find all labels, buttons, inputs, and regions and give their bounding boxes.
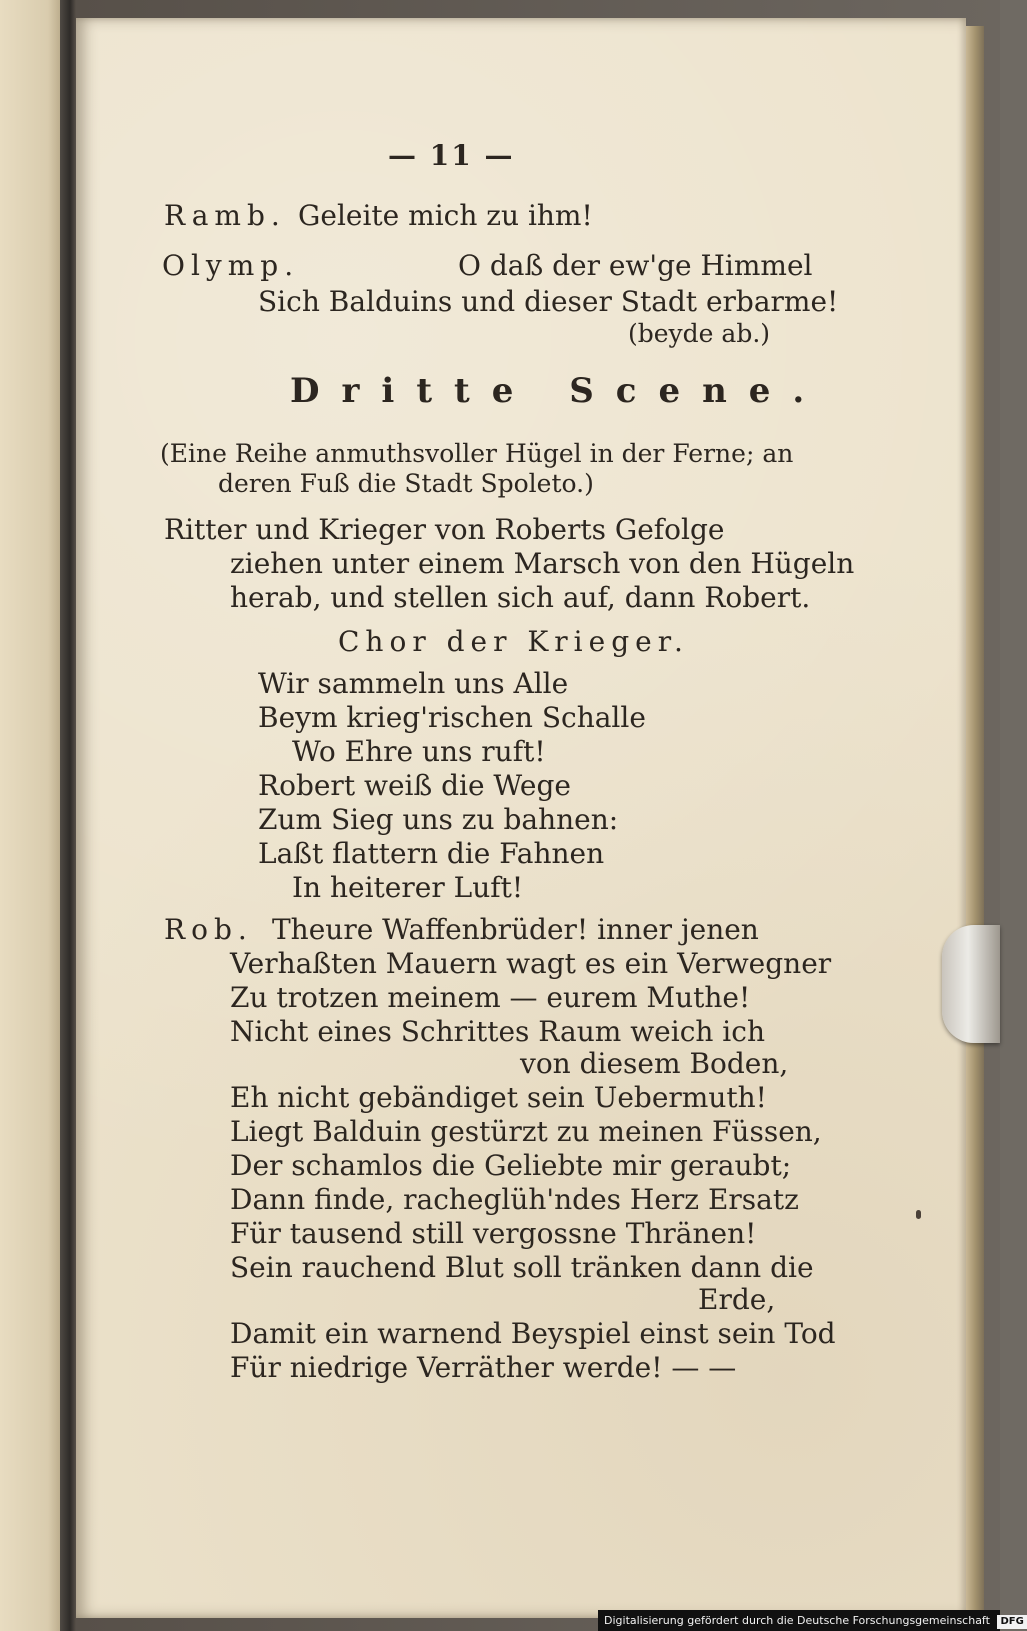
speech-line: Liegt Balduin gestürzt zu meinen Füssen, xyxy=(230,1115,822,1148)
ink-speck xyxy=(916,1210,921,1219)
chorus-line: Laßt flattern die Fahnen xyxy=(258,837,605,870)
dfg-logo: DFG xyxy=(997,1615,1026,1629)
chorus-line: In heiterer Luft! xyxy=(292,871,524,904)
speech-line: Zu trotzen meinem — eurem Muthe! xyxy=(230,981,751,1014)
speech-line: Für tausend still vergossne Thränen! xyxy=(230,1217,757,1250)
speech-line: Eh nicht gebändiget sein Uebermuth! xyxy=(230,1081,767,1114)
page-number-header: — 11 — xyxy=(388,139,515,172)
speech-line: Theure Waffenbrüder! inner jenen xyxy=(272,913,759,946)
speech-line: Dann finde, racheglüh'ndes Herz Ersatz xyxy=(230,1183,799,1216)
scene-title: Dritte Scene. xyxy=(290,371,827,411)
speech-line: Nicht eines Schrittes Raum weich ich xyxy=(230,1015,765,1048)
speech-line: Für niedrige Verräther werde! — — xyxy=(230,1351,737,1384)
chorus-line: Wo Ehre uns ruft! xyxy=(292,735,546,768)
speech-line: von diesem Boden, xyxy=(520,1047,789,1080)
line-ramb: Geleite mich zu ihm! xyxy=(298,199,593,232)
speech-line: Erde, xyxy=(698,1283,776,1316)
speaker-olymp: Olymp. xyxy=(162,249,300,282)
chorus-line: Beym krieg'rischen Schalle xyxy=(258,701,646,734)
entrance-1: Ritter und Krieger von Roberts Gefolge xyxy=(164,513,725,546)
speaker-rob: Rob. xyxy=(164,913,253,946)
line-olymp-2: Sich Balduins und dieser Stadt erbarme! xyxy=(258,285,839,318)
footer-text: Digitalisierung gefördert durch die Deutsche Forschungsgemeinschaft xyxy=(604,1614,990,1627)
page-stack-edge xyxy=(966,26,984,1611)
speech-line: Verhaßten Mauern wagt es ein Verwegner xyxy=(230,947,832,980)
speech-line: Sein rauchend Blut soll tränken dann die xyxy=(230,1251,814,1284)
speech-line: Der schamlos die Geliebte mir geraubt; xyxy=(230,1149,792,1182)
chorus-heading: Chor der Krieger. xyxy=(338,625,689,658)
entrance-2: ziehen unter einem Marsch von den Hügeln xyxy=(230,547,855,580)
stage-direction-1: (Eine Reihe anmuthsvoller Hügel in der Ferne; an xyxy=(160,439,794,468)
chorus-line: Zum Sieg uns zu bahnen: xyxy=(258,803,619,836)
page-clip xyxy=(942,925,1000,1043)
exit-direction: (beyde ab.) xyxy=(628,319,771,348)
speaker-ramb: Ramb. xyxy=(164,199,286,232)
chorus-line: Robert weiß die Wege xyxy=(258,769,571,802)
digitization-footer xyxy=(598,1610,1024,1631)
entrance-3: herab, und stellen sich auf, dann Robert. xyxy=(230,581,811,614)
chorus-line: Wir sammeln uns Alle xyxy=(258,667,569,700)
previous-page-edge xyxy=(0,0,60,1631)
line-olymp-1: O daß der ew'ge Himmel xyxy=(458,249,813,282)
speech-line: Damit ein warnend Beyspiel einst sein Tod xyxy=(230,1317,836,1350)
stage-direction-2: deren Fuß die Stadt Spoleto.) xyxy=(218,469,594,498)
